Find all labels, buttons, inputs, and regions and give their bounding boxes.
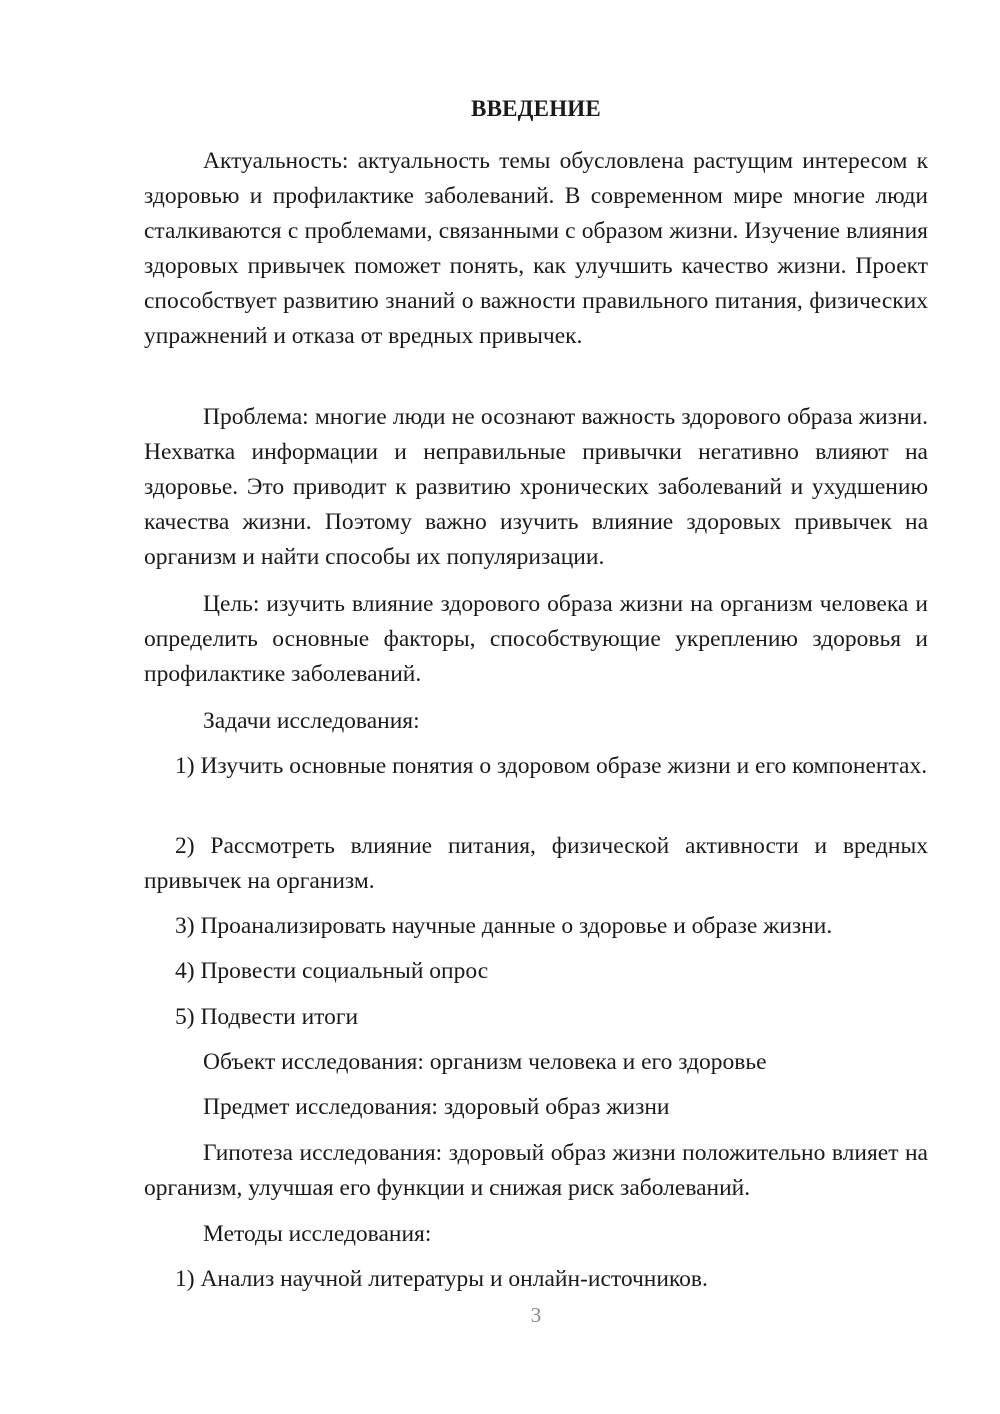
task-item: 5) Подвести итоги xyxy=(175,1004,359,1030)
goal-paragraph: Цель: изучить влияние здорового образа жизни на организм человека и определить основные факторы, способствующие укреплению здоровья и профилактике заболеваний. xyxy=(144,591,928,687)
relevance-paragraph: Актуальность: актуальность темы обусловлена растущим интересом к здоровью и профилактике заболеваний. В современном мире многие люди сталкиваются с проблемами, связанными с образом жизни. Изучение влияния здоровых привычек поможет понять, как улучшить качество жизни. Проект способствует развитию знаний о важности правильного питания, физических упражнений и отказа от вредных привычек. xyxy=(144,148,928,349)
task-item: 2) Рассмотреть влияние питания, физической активности и вредных привычек на организм. xyxy=(144,833,928,894)
hypothesis-paragraph: Гипотеза исследования: здоровый образ жизни положительно влияет на организм, улучшая его функции и снижая риск заболеваний. xyxy=(144,1140,928,1201)
problem-paragraph: Проблема: многие люди не осознают важность здорового образа жизни. Нехватка информации и неправильные привычки негативно влияют на здоровье. Это приводит к развитию хронических заболеваний и ухудшению качества жизни. Поэтому важно изучить влияние здоровых привычек на организм и найти способы их популяризации. xyxy=(144,404,928,570)
task-item: 1) Изучить основные понятия о здоровом образе жизни и его компонентах. xyxy=(175,753,928,779)
task-item: 4) Провести социальный опрос xyxy=(175,958,489,984)
object-paragraph: Объект исследования: организм человека и его здоровье xyxy=(203,1049,767,1075)
tasks-heading: Задачи исследования: xyxy=(203,708,420,734)
method-item: 1) Анализ научной литературы и онлайн-источников. xyxy=(175,1266,708,1292)
subject-paragraph: Предмет исследования: здоровый образ жизни xyxy=(203,1094,670,1120)
task-item: 3) Проанализировать научные данные о здоровье и образе жизни. xyxy=(175,913,833,939)
page-number: 3 xyxy=(530,1303,542,1327)
section-title: ВВЕДЕНИЕ xyxy=(471,96,601,121)
methods-heading: Методы исследования: xyxy=(203,1221,432,1247)
